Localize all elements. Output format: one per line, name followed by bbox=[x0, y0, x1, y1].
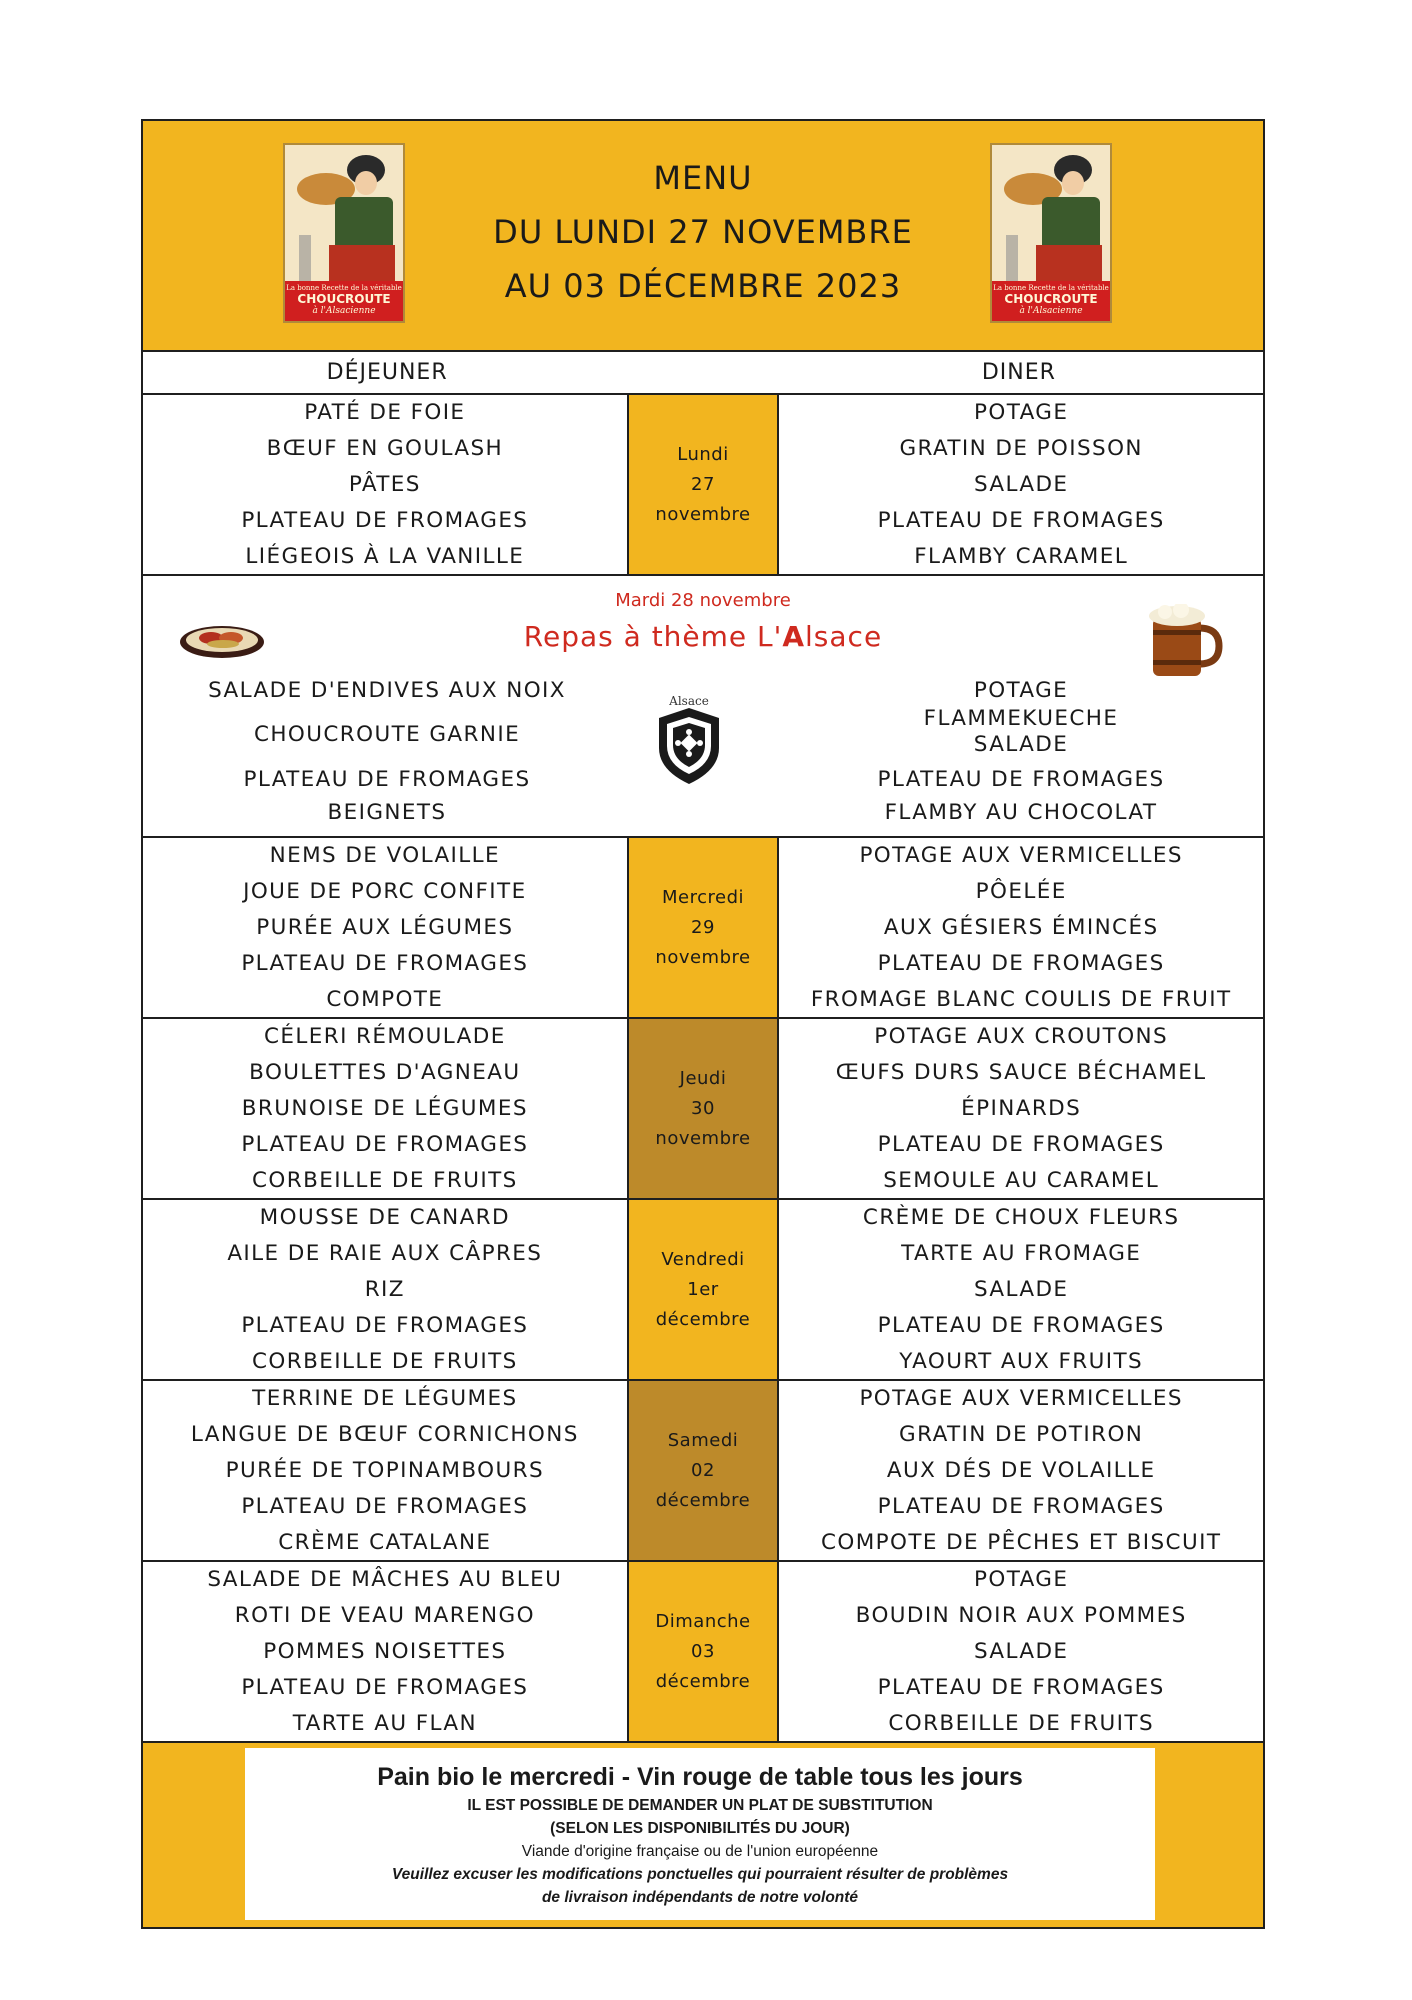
menu-item: PÔELÉE bbox=[975, 879, 1067, 905]
menu-item: POTAGE bbox=[974, 400, 1069, 426]
menu-item: CORBEILLE DE FRUITS bbox=[252, 1348, 518, 1374]
menu-item: POTAGE AUX VERMICELLES bbox=[859, 1386, 1183, 1412]
menu-item: SEMOULE AU CARAMEL bbox=[883, 1167, 1160, 1193]
day-row-jeudi bbox=[143, 1019, 1263, 1200]
dinner-items bbox=[779, 1562, 1263, 1741]
menu-item: SALADE D'ENDIVES AUX NOIX bbox=[208, 678, 566, 703]
day-month: novembre bbox=[655, 946, 751, 968]
menu-item: TARTE AU FROMAGE bbox=[901, 1241, 1142, 1267]
menu-item: COMPOTE DE PÊCHES ET BISCUIT bbox=[820, 1529, 1222, 1555]
lunch-items bbox=[143, 1381, 627, 1560]
menu-item: COMPOTE bbox=[326, 986, 444, 1012]
theme-date: Mardi 28 novembre bbox=[615, 590, 791, 611]
menu-item: ROTI DE VEAU MARENGO bbox=[234, 1603, 535, 1629]
alsace-shield-icon bbox=[633, 688, 745, 788]
day-label bbox=[627, 838, 780, 1017]
footer-apology-1: Veuillez excuser les modifications ponctuelles qui pourraient résulter de problèmes bbox=[391, 1866, 1009, 1883]
menu-item: GRATIN DE POISSON bbox=[899, 436, 1143, 462]
choucroute-poster-right bbox=[990, 143, 1112, 323]
beer-mug-icon bbox=[1147, 604, 1223, 678]
menu-item: BŒUF EN GOULASH bbox=[266, 436, 504, 462]
day-month: novembre bbox=[655, 1127, 751, 1149]
column-headers bbox=[143, 352, 1263, 395]
menu-item: PLATEAU DE FROMAGES bbox=[877, 1131, 1165, 1157]
lunch-header: DÉJEUNER bbox=[326, 360, 448, 385]
title-line-1: MENU bbox=[653, 159, 753, 197]
menu-item: POTAGE AUX CROUTONS bbox=[874, 1024, 1169, 1050]
menu-item: CORBEILLE DE FRUITS bbox=[252, 1167, 518, 1193]
day-month: novembre bbox=[655, 503, 751, 525]
day-month: décembre bbox=[655, 1489, 751, 1511]
dinner-items bbox=[779, 838, 1263, 1017]
menu-item: PÂTES bbox=[348, 471, 421, 497]
menu-item: SALADE bbox=[973, 1276, 1069, 1302]
menu-item: PLATEAU DE FROMAGES bbox=[241, 1674, 529, 1700]
day-name: Samedi bbox=[667, 1429, 739, 1451]
day-name: Vendredi bbox=[661, 1248, 745, 1270]
menu-item: TERRINE DE LÉGUMES bbox=[252, 1386, 518, 1412]
menu-item: LANGUE DE BŒUF CORNICHONS bbox=[190, 1422, 579, 1448]
footer-substitution: IL EST POSSIBLE DE DEMANDER UN PLAT DE SUBSTITUTION bbox=[467, 1797, 933, 1814]
dinner-items bbox=[779, 395, 1263, 574]
theme-title-prefix: Repas à thème L' bbox=[523, 620, 783, 653]
footer-headline: Pain bio le mercredi - Vin rouge de table tous les jours bbox=[377, 1763, 1023, 1791]
day-month: décembre bbox=[655, 1670, 751, 1692]
poster-brand: CHOUCROUTE bbox=[297, 292, 391, 306]
day-label bbox=[627, 1019, 780, 1198]
menu-item: CORBEILLE DE FRUITS bbox=[888, 1710, 1155, 1736]
menu-item: SALADE bbox=[973, 1638, 1069, 1664]
title-line-2: DU LUNDI 27 NOVEMBRE bbox=[493, 213, 913, 251]
menu-item: PLATEAU DE FROMAGES bbox=[877, 1312, 1165, 1338]
menu-item: TARTE AU FLAN bbox=[292, 1710, 477, 1736]
day-number: 02 bbox=[691, 1459, 715, 1481]
day-name: Lundi bbox=[677, 443, 729, 465]
menu-item: FLAMBY CARAMEL bbox=[914, 543, 1129, 569]
footer-availability: (SELON LES DISPONIBILITÉS DU JOUR) bbox=[550, 1820, 850, 1837]
menu-item: POMMES NOISETTES bbox=[263, 1638, 507, 1664]
day-number: 30 bbox=[691, 1097, 715, 1119]
dinner-items bbox=[779, 1019, 1263, 1198]
menu-item: AUX DÉS DE VOLAILLE bbox=[886, 1457, 1156, 1483]
menu-item: MOUSSE DE CANARD bbox=[259, 1205, 510, 1231]
dinner-items bbox=[779, 1200, 1263, 1379]
menu-item: BEIGNETS bbox=[327, 800, 447, 825]
theme-day-row bbox=[143, 576, 1263, 838]
menu-item: FLAMMEKUECHE bbox=[923, 706, 1119, 731]
dinner-header: DINER bbox=[981, 360, 1056, 385]
lunch-items bbox=[143, 395, 627, 574]
menu-item: PLATEAU DE FROMAGES bbox=[877, 1674, 1165, 1700]
menu-item: NEMS DE VOLAILLE bbox=[269, 843, 501, 869]
menu-item: CÉLERI RÉMOULADE bbox=[263, 1024, 506, 1050]
poster-sub: à l'Alsacienne bbox=[1019, 306, 1083, 316]
menu-item: SALADE bbox=[973, 471, 1069, 497]
day-row-mercredi bbox=[143, 838, 1263, 1019]
menu-item: JOUE DE PORC CONFITE bbox=[243, 879, 527, 905]
menu-item: PLATEAU DE FROMAGES bbox=[243, 767, 531, 792]
dinner-items bbox=[779, 1381, 1263, 1560]
menu-item: FROMAGE BLANC COULIS DE FRUIT bbox=[810, 986, 1232, 1012]
day-label bbox=[627, 395, 780, 574]
menu-item: PLATEAU DE FROMAGES bbox=[877, 950, 1165, 976]
lunch-items bbox=[143, 1019, 627, 1198]
day-number: 27 bbox=[691, 473, 715, 495]
menu-item: POTAGE bbox=[973, 678, 1069, 703]
day-row-samedi bbox=[143, 1381, 1263, 1562]
footer-apology-2: de livraison indépendants de notre volonté bbox=[541, 1889, 859, 1906]
title-line-3: AU 03 DÉCEMBRE 2023 bbox=[504, 267, 902, 305]
menu-item: LIÉGEOIS À LA VANILLE bbox=[245, 543, 525, 569]
lunch-items bbox=[143, 1200, 627, 1379]
menu-item: PATÉ DE FOIE bbox=[304, 400, 466, 426]
menu-item: PLATEAU DE FROMAGES bbox=[241, 507, 529, 533]
menu-item: BOUDIN NOIR AUX POMMES bbox=[855, 1603, 1187, 1629]
menu-item: CHOUCROUTE GARNIE bbox=[253, 722, 521, 747]
menu-item: RIZ bbox=[364, 1276, 405, 1302]
day-label bbox=[627, 1562, 780, 1741]
poster-brand: CHOUCROUTE bbox=[1004, 292, 1098, 306]
menu-item: PLATEAU DE FROMAGES bbox=[241, 1312, 529, 1338]
day-label bbox=[627, 1200, 780, 1379]
day-name: Dimanche bbox=[655, 1610, 751, 1632]
day-label bbox=[627, 1381, 780, 1560]
menu-item: AUX GÉSIERS ÉMINCÉS bbox=[883, 914, 1159, 940]
badge-label: Alsace bbox=[669, 694, 709, 708]
menu-item: PLATEAU DE FROMAGES bbox=[241, 1493, 529, 1519]
menu-item: PLATEAU DE FROMAGES bbox=[241, 950, 529, 976]
day-number: 29 bbox=[691, 916, 715, 938]
choucroute-poster-left bbox=[283, 143, 405, 323]
menu-item: YAOURT AUX FRUITS bbox=[899, 1348, 1144, 1374]
theme-title-suffix: lsace bbox=[805, 620, 883, 653]
menu-item: PURÉE AUX LÉGUMES bbox=[256, 914, 514, 940]
menu-item: SALADE DE MÂCHES AU BLEU bbox=[207, 1567, 563, 1593]
menu-title bbox=[405, 151, 1001, 313]
poster-top-text: La bonne Recette de la véritable bbox=[286, 284, 402, 292]
theme-title bbox=[143, 620, 1263, 653]
day-row-vendredi bbox=[143, 1200, 1263, 1381]
menu-item: BOULETTES D'AGNEAU bbox=[249, 1060, 521, 1086]
theme-title-bold: A bbox=[782, 620, 806, 653]
day-row-lundi bbox=[143, 395, 1263, 576]
menu-item: POTAGE bbox=[974, 1567, 1069, 1593]
menu-item: GRATIN DE POTIRON bbox=[899, 1422, 1144, 1448]
menu-item: CRÈME DE CHOUX FLEURS bbox=[862, 1205, 1180, 1231]
footer-notice bbox=[245, 1748, 1155, 1920]
menu-item: PLATEAU DE FROMAGES bbox=[241, 1131, 529, 1157]
menu-item: ÉPINARDS bbox=[961, 1095, 1082, 1121]
menu-footer bbox=[143, 1743, 1263, 1927]
lunch-items bbox=[143, 1562, 627, 1741]
day-name: Jeudi bbox=[679, 1067, 727, 1089]
menu-sheet bbox=[141, 119, 1265, 1929]
day-month: décembre bbox=[655, 1308, 751, 1330]
lunch-items bbox=[143, 838, 627, 1017]
menu-item: PLATEAU DE FROMAGES bbox=[877, 767, 1165, 792]
day-number: 1er bbox=[687, 1278, 719, 1300]
menu-item: SALADE bbox=[973, 732, 1069, 757]
poster-sub: à l'Alsacienne bbox=[312, 306, 376, 316]
menu-item: ŒUFS DURS SAUCE BÉCHAMEL bbox=[835, 1060, 1207, 1086]
menu-item: POTAGE AUX VERMICELLES bbox=[859, 843, 1183, 869]
menu-item: PLATEAU DE FROMAGES bbox=[877, 507, 1165, 533]
menu-item: FLAMBY AU CHOCOLAT bbox=[884, 800, 1158, 825]
footer-meat-origin: Viande d'origine française ou de l'union européenne bbox=[521, 1843, 879, 1860]
menu-item: PLATEAU DE FROMAGES bbox=[877, 1493, 1165, 1519]
menu-item: AILE DE RAIE AUX CÂPRES bbox=[227, 1241, 543, 1267]
day-number: 03 bbox=[691, 1640, 715, 1662]
menu-item: CRÈME CATALANE bbox=[278, 1529, 492, 1555]
day-name: Mercredi bbox=[662, 886, 745, 908]
poster-top-text: La bonne Recette de la véritable bbox=[993, 284, 1109, 292]
menu-item: BRUNOISE DE LÉGUMES bbox=[241, 1095, 528, 1121]
day-row-dimanche bbox=[143, 1562, 1263, 1743]
menu-item: PURÉE DE TOPINAMBOURS bbox=[225, 1457, 544, 1483]
menu-header bbox=[143, 121, 1263, 352]
